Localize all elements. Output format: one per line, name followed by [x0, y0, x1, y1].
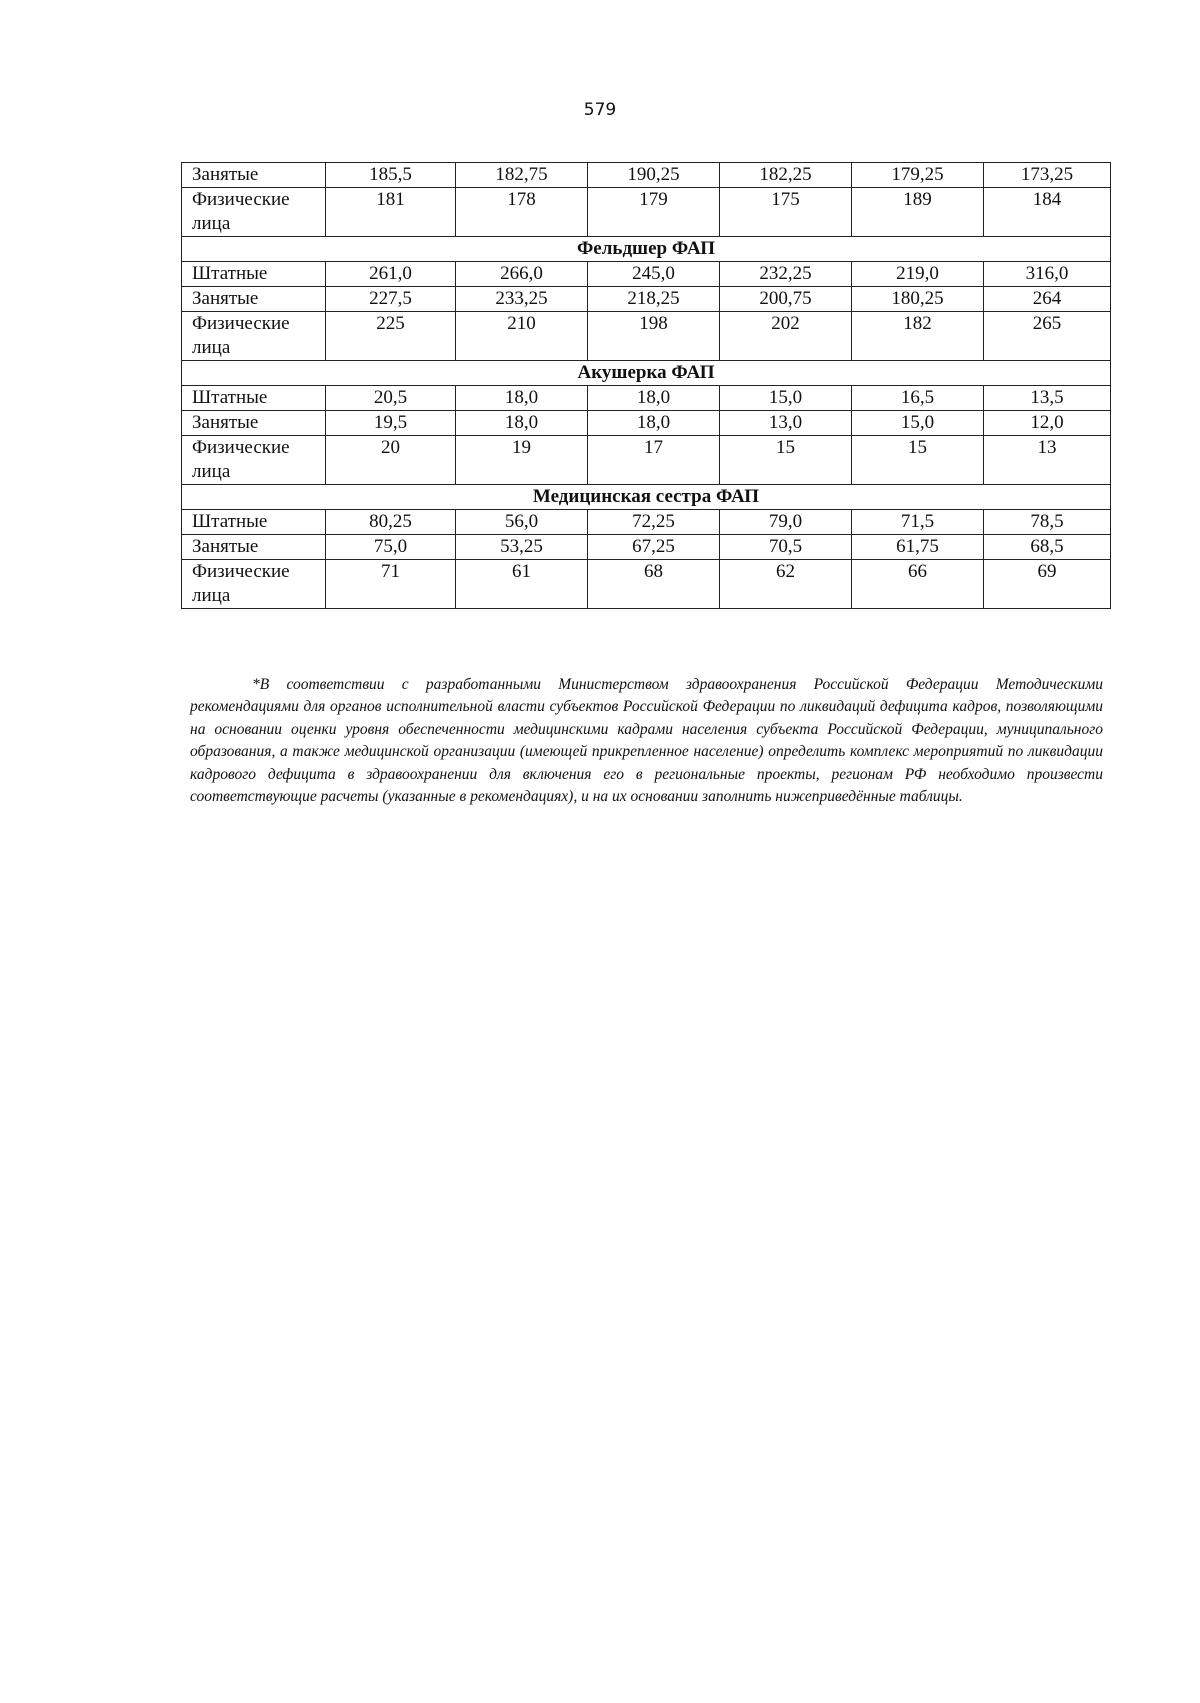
table-cell: 19 [456, 436, 588, 485]
section-title: Акушерка ФАП [182, 361, 1111, 386]
table-cell: 71,5 [852, 510, 984, 535]
table-cell: 178 [456, 188, 588, 237]
table-cell: 225 [326, 312, 456, 361]
table-cell: 78,5 [984, 510, 1111, 535]
table-cell: 15,0 [852, 411, 984, 436]
table-cell: 180,25 [852, 287, 984, 312]
table-cell: 56,0 [456, 510, 588, 535]
row-label: Физические лица [182, 560, 326, 609]
table-cell: 179 [588, 188, 720, 237]
section-header-row [182, 485, 1111, 510]
row-label: Физические лица [182, 312, 326, 361]
table-cell: 316,0 [984, 262, 1111, 287]
table-cell: 175 [720, 188, 852, 237]
section-header-row [182, 237, 1111, 262]
table-cell: 210 [456, 312, 588, 361]
table-cell: 19,5 [326, 411, 456, 436]
section-title: Фельдшер ФАП [182, 237, 1111, 262]
table-cell: 70,5 [720, 535, 852, 560]
table-cell: 18,0 [588, 386, 720, 411]
table-cell: 18,0 [456, 386, 588, 411]
section-title: Медицинская сестра ФАП [182, 485, 1111, 510]
table-row [182, 312, 1111, 361]
table-row [182, 287, 1111, 312]
staff-table [181, 162, 1111, 609]
table-row [182, 163, 1111, 188]
footnote: *В соответствии с разработанными Министерством здравоохранения Российской Федерации Методическими рекомендациями для органов исполнительной власти субъектов Российской Федерации по ликвидаций дефицита кадров, позволяющими на основании оценки уровня обеспеченности медицинскими кадрами населения субъекта Российской Федерации, муниципального образования, а также медицинской организации (имеющей прикрепленное население) определить комплекс мероприятий по ликвидации кадрового дефицита в здравоохранении для включения его в региональные проекты, регионам РФ необходимо произвести соответствующие расчеты (указанные в рекомендациях), и на их основании заполнить нижеприведённые таблицы. [190, 675, 1103, 805]
table-cell: 179,25 [852, 163, 984, 188]
table-row [182, 386, 1111, 411]
row-label: Занятые [182, 535, 326, 560]
row-label: Штатные [182, 386, 326, 411]
table-cell: 173,25 [984, 163, 1111, 188]
page-number: 579 [583, 100, 617, 120]
section-header-row [182, 361, 1111, 386]
table-cell: 200,75 [720, 287, 852, 312]
table-cell: 218,25 [588, 287, 720, 312]
table-cell: 68,5 [984, 535, 1111, 560]
table-cell: 20,5 [326, 386, 456, 411]
table-cell: 53,25 [456, 535, 588, 560]
table-row [182, 188, 1111, 237]
table-cell: 15 [852, 436, 984, 485]
table-row [182, 436, 1111, 485]
table-cell: 233,25 [456, 287, 588, 312]
table-row [182, 510, 1111, 535]
table-cell: 189 [852, 188, 984, 237]
table-cell: 62 [720, 560, 852, 609]
table-cell: 71 [326, 560, 456, 609]
row-label: Занятые [182, 163, 326, 188]
table-cell: 72,25 [588, 510, 720, 535]
row-label: Физические лица [182, 188, 326, 237]
table-cell: 13,0 [720, 411, 852, 436]
table-cell: 67,25 [588, 535, 720, 560]
row-label: Штатные [182, 262, 326, 287]
table-cell: 245,0 [588, 262, 720, 287]
table-cell: 182,75 [456, 163, 588, 188]
table-cell: 80,25 [326, 510, 456, 535]
table-cell: 79,0 [720, 510, 852, 535]
table-cell: 202 [720, 312, 852, 361]
table-cell: 20 [326, 436, 456, 485]
table-cell: 265 [984, 312, 1111, 361]
table-cell: 182,25 [720, 163, 852, 188]
table-row [182, 560, 1111, 609]
table-cell: 190,25 [588, 163, 720, 188]
table-cell: 17 [588, 436, 720, 485]
table-row [182, 535, 1111, 560]
table-row [182, 411, 1111, 436]
table-cell: 61 [456, 560, 588, 609]
table-cell: 185,5 [326, 163, 456, 188]
table-cell: 12,0 [984, 411, 1111, 436]
table-cell: 266,0 [456, 262, 588, 287]
table-cell: 182 [852, 312, 984, 361]
row-label: Занятые [182, 287, 326, 312]
row-label: Занятые [182, 411, 326, 436]
table-cell: 261,0 [326, 262, 456, 287]
table-cell: 69 [984, 560, 1111, 609]
table-cell: 198 [588, 312, 720, 361]
table-cell: 61,75 [852, 535, 984, 560]
table-cell: 18,0 [456, 411, 588, 436]
table-cell: 13,5 [984, 386, 1111, 411]
table-cell: 264 [984, 287, 1111, 312]
table-cell: 75,0 [326, 535, 456, 560]
table-cell: 219,0 [852, 262, 984, 287]
table-cell: 15,0 [720, 386, 852, 411]
row-label: Физические лица [182, 436, 326, 485]
table-cell: 16,5 [852, 386, 984, 411]
table-cell: 15 [720, 436, 852, 485]
table-cell: 66 [852, 560, 984, 609]
table-cell: 13 [984, 436, 1111, 485]
staff-table-body [182, 163, 1111, 609]
table-cell: 18,0 [588, 411, 720, 436]
table-cell: 232,25 [720, 262, 852, 287]
table-row [182, 262, 1111, 287]
table-cell: 184 [984, 188, 1111, 237]
table-cell: 227,5 [326, 287, 456, 312]
table-cell: 68 [588, 560, 720, 609]
table-cell: 181 [326, 188, 456, 237]
row-label: Штатные [182, 510, 326, 535]
